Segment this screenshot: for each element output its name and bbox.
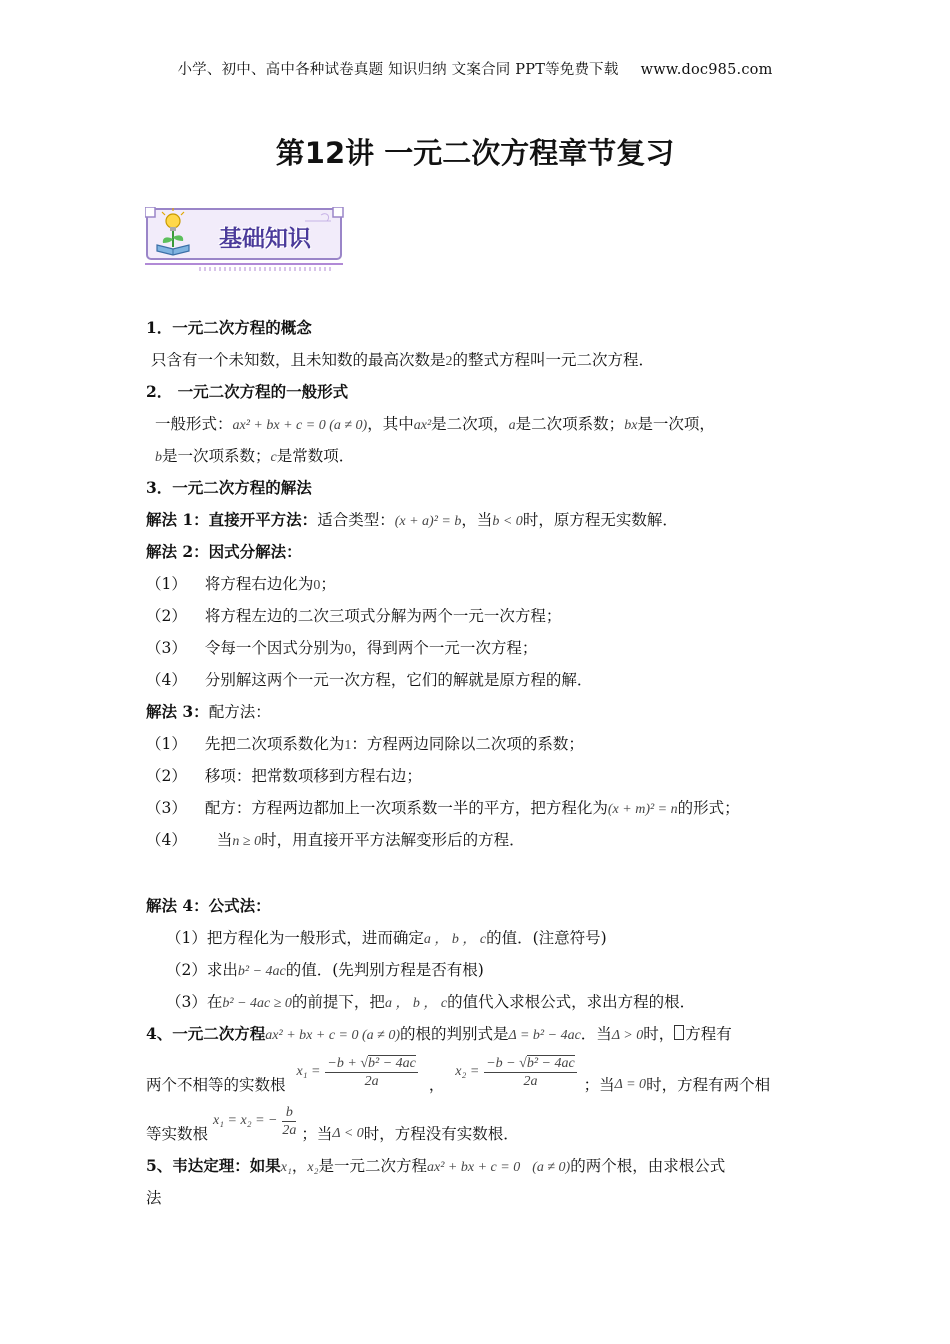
s1-body: 只含有一个未知数，且未知数的最高次数是2的整式方程叫一元二次方程．: [151, 351, 655, 369]
page-title: 第12讲 一元二次方程章节复习: [275, 136, 675, 170]
s3-method1: 解法 1：直接开平方法：适合类型：(x + a)² = b，当b < 0时，原方程无实数解．: [146, 510, 678, 529]
header-text: 小学、初中、高中各种试卷真题 知识归纳 文案合同 PPT等免费下载: [177, 62, 619, 78]
s3-method3-label: 解法 3：配方法：: [146, 702, 271, 721]
banner-label: 基础知识: [219, 226, 311, 252]
s3-m3-item3: （3） 配方：方程两边都加上一次项系数一半的平方，把方程化为(x + m)² = n的形式；: [146, 799, 740, 817]
s3-method2-label: 解法 2：因式分解法：: [146, 542, 302, 561]
x1-formula: $\frac{\text{−b + √b² − 4ac}}{2a}$: [327, 1055, 416, 1089]
s4-line2: 两个不相等的实数根 x₁ = $\frac{\text{−b + √b² − 4ac}}{2a}$ ， x₂ = $\frac{\text{−b − √b² − 4ac}}{2a}$ ；当Δ = 0时，方程有两个相: [146, 1055, 771, 1094]
s5-line2: 法: [146, 1189, 162, 1207]
s5-line1: 5、韦达定理：如果x₁，x₂是一元二次方程ax² + bx + c = 0 (a ≠ 0)的两个根，由求根公式: [146, 1156, 726, 1175]
s3-m3-item4: （4） 当n ≥ 0时，用直接开平方法解变形后的方程．: [146, 831, 525, 849]
s3-m4-line3: （3）在b² − 4ac ≥ 0的前提下，把a ， b ， c的值代入求根公式，求出方程的根．: [166, 993, 696, 1011]
s3-m4-line1: （1）把方程化为一般形式，进而确定a ， b ， c的值．(注意符号): [166, 929, 607, 947]
placeholder-box-icon: [674, 1025, 684, 1040]
s3-heading: 3．一元二次方程的解法: [146, 478, 312, 497]
s2-line2: b是一次项系数；c是常数项．: [155, 447, 355, 465]
s4-line1: 4、一元二次方程ax² + bx + c = 0 (a ≠ 0)的根的判别式是Δ = b² − 4ac．当Δ > 0时， 方程有: [146, 1024, 732, 1043]
s3-m2-item1: （1） 将方程右边化为0；: [146, 575, 336, 593]
double-root-formula: $\frac{b}{2a}$: [282, 1104, 297, 1138]
page-header: [0, 58, 950, 79]
s3-m2-item2: （2） 将方程左边的二次三项式分解为两个一元一次方程；: [146, 607, 562, 625]
s2-heading: 2． 一元二次方程的一般形式: [146, 382, 349, 401]
x2-formula: $\frac{\text{−b − √b² − 4ac}}{2a}$: [486, 1055, 575, 1089]
s3-m3-item1: （1） 先把二次项系数化为1：方程两边同除以二次项的系数；: [146, 735, 584, 753]
s3-m4-line2: （2）求出b² − 4ac的值．(先判别方程是否有根): [166, 961, 484, 979]
s3-m2-item4: （4） 分别解这两个一元一次方程，它们的解就是原方程的解．: [146, 671, 593, 689]
s3-m2-item3: （3） 令每一个因式分别为0，得到两个一元一次方程；: [146, 639, 538, 657]
s3-method4-label: 解法 4：公式法：: [146, 896, 271, 915]
s1-heading: 1．一元二次方程的概念: [146, 318, 312, 337]
header-url[interactable]: www.doc985.com: [640, 62, 773, 78]
s2-line1: 一般形式：ax² + bx + c = 0 (a ≠ 0)，其中ax²是二次项，a是二次项系数；bx是一次项，: [155, 415, 715, 433]
section-banner: [145, 207, 345, 271]
s3-m3-item2: （2） 移项：把常数项移到方程右边；: [146, 767, 422, 785]
s4-line3: 等实数根 x₁ = x₂ = − $\frac{b}{2a}$ ；当Δ < 0时，方程没有实数根．: [146, 1104, 519, 1143]
